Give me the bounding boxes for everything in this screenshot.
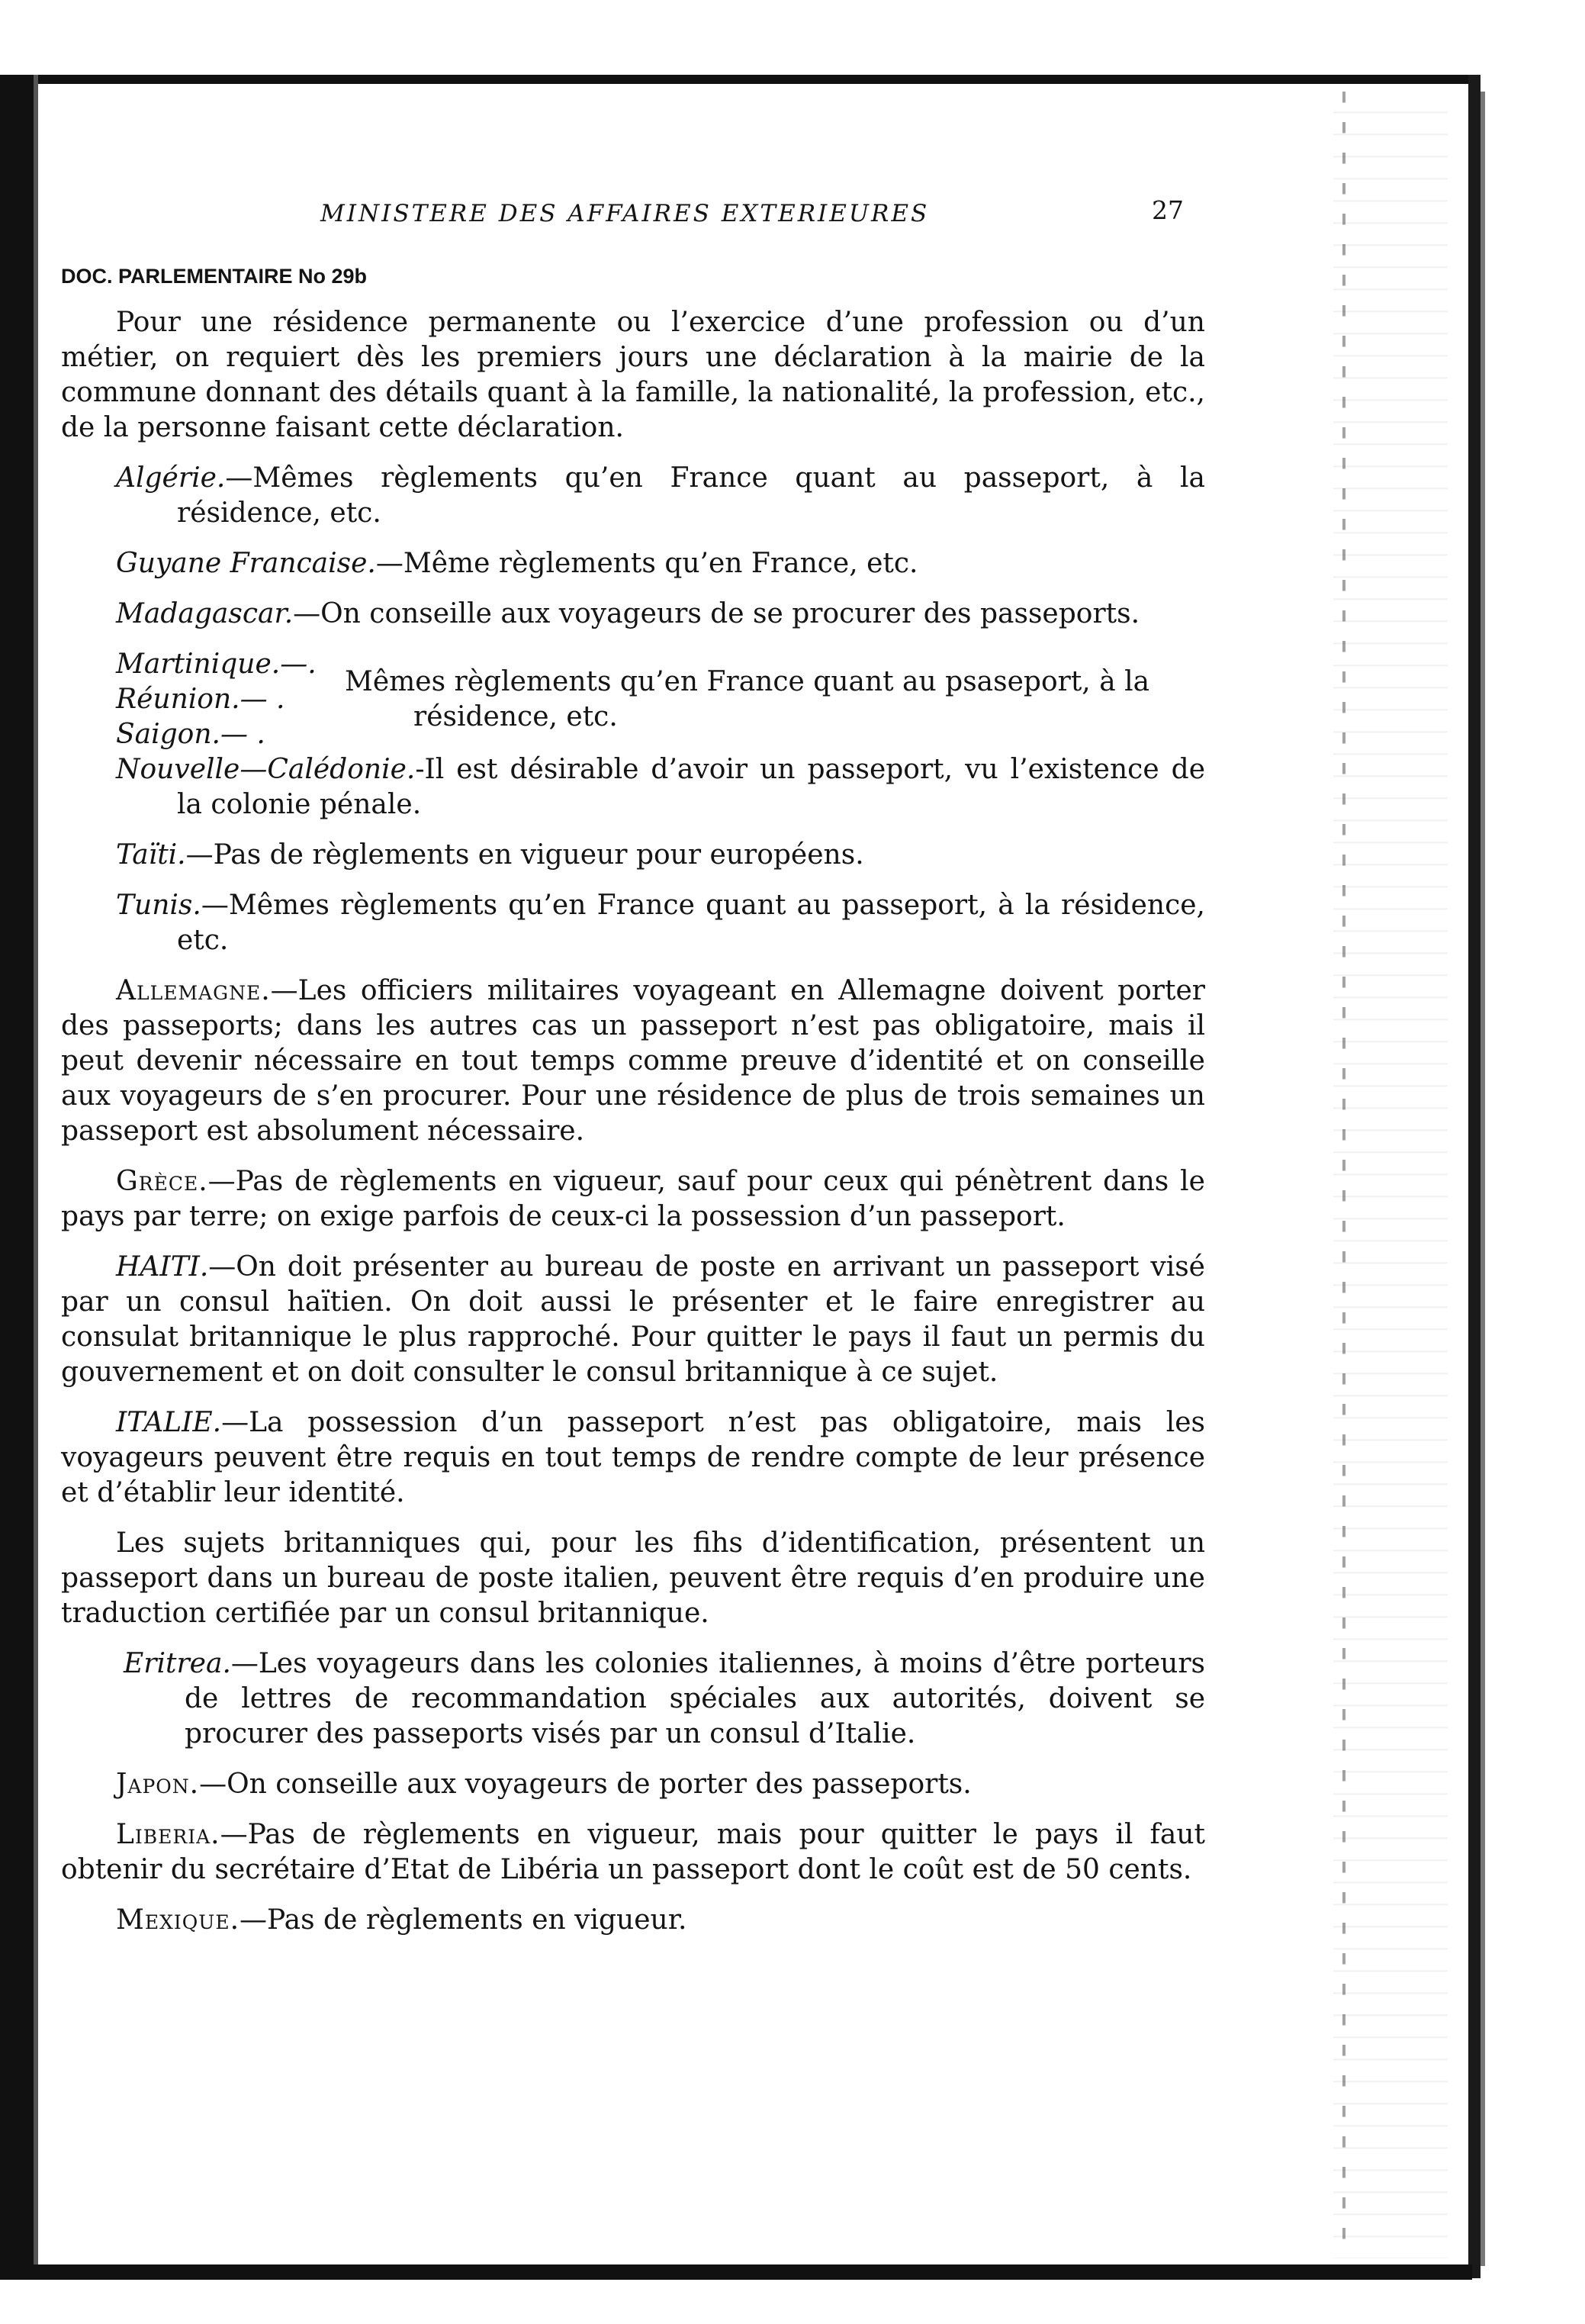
entry-algerie <box>61 461 1205 531</box>
group-name-martinique: Martinique.—. <box>116 649 317 680</box>
group-text <box>345 665 1199 735</box>
entry-text: —La possession d’un passeport n’est pas obligatoire, mais les voyageurs peuvent être requis en tout temps de rendre compte de leur présence et d’établir leur identité. <box>61 1407 1205 1508</box>
entry-name: Eritrea. <box>124 1648 231 1679</box>
entry-italie <box>61 1405 1205 1511</box>
group-name-reunion: Réunion.— . <box>116 684 285 715</box>
entry-liberia <box>61 1817 1205 1888</box>
entry-text: —On conseille aux voyageurs de se procurer des passeports. <box>293 598 1140 629</box>
group-names <box>116 647 345 752</box>
entry-name: Tunis. <box>116 890 201 921</box>
entry-name: Mexique. <box>116 1904 240 1936</box>
binding-gutter <box>1333 92 1448 2258</box>
entry-text: —Pas de règlements en vigueur, mais pour quitter le pays il faut obtenir du secrétaire d’Etat de Libéria un passeport dont le coût est de 50 cents. <box>61 1819 1205 1885</box>
document-reference: DOC. PARLEMENTAIRE No 29b <box>61 265 368 288</box>
entry-text: —Pas de règlements en vigueur pour européens. <box>185 839 864 871</box>
entry-text: —Pas de règlements en vigueur, sauf pour ceux qui pénètrent dans le pays par terre; on exige parfois de ceux-ci la possession d’un passeport. <box>61 1166 1205 1232</box>
group-name-saigon: Saigon.— . <box>116 719 265 750</box>
entry-name: Grèce. <box>116 1166 208 1197</box>
entry-text: —Les officiers militaires voyageant en Allemagne doivent porter des passeports; dans les autres cas un passeport n’est pas obligatoire, mais il peut devenir nécessaire en tout temps comme preuve d’identité et on conseille aux voyageurs de s’en procurer. Pour une résidence de plus de trois semaines un passeport est absolument nécessaire. <box>61 975 1205 1147</box>
paragraph-residence: Pour une résidence permanente ou l’exercice d’une profession ou d’un métier, on requiert dès les premiers jours une déclaration à la mairie de la commune donnant des détails quant à la famille, la nationalité, la profession, etc., de la personne faisant cette déclaration. <box>61 307 1205 443</box>
page-frame-left <box>0 75 34 2278</box>
entry-grece <box>61 1164 1205 1234</box>
entry-text: —Les voyageurs dans les colonies italiennes, à moins d’être porteurs de lettres de recommandation spéciales aux autorités, doivent se procurer des passeports visés par un consul d’Italie. <box>185 1648 1205 1749</box>
group-text-line-2: résidence, etc. <box>413 701 618 732</box>
group-text-line-1: Mêmes règlements qu’en France quant au psaseport, à la <box>345 666 1150 697</box>
page-frame-top <box>0 75 1472 84</box>
entry-name: Liberia. <box>116 1819 220 1850</box>
entry-japon <box>61 1767 1205 1802</box>
body-text <box>61 305 1205 1938</box>
entry-name: Nouvelle—Calédonie. <box>116 754 416 785</box>
running-header <box>61 191 1205 229</box>
entry-group-martinique-reunion-saigon <box>61 647 1205 752</box>
page-frame-bottom <box>0 2264 1472 2280</box>
entry-name: Guyane Francaise. <box>116 548 376 579</box>
entry-name: Algérie. <box>116 462 226 494</box>
entry-name: Madagascar. <box>116 598 294 629</box>
entry-guyane <box>61 546 1205 581</box>
entry-text: —Même règlements qu’en France, etc. <box>375 548 918 579</box>
running-title: MINISTERE DES AFFAIRES EXTERIEURES <box>320 200 930 227</box>
page-frame-left-edge <box>34 75 38 2278</box>
entry-mexique <box>61 1903 1205 1938</box>
paragraph-sujets-britanniques: Les sujets britanniques qui, pour les fihs d’identification, présentent un passeport dans un bureau de poste italien, peuvent être requis d’en produire une traduction certifiée par un consul britannique. <box>61 1527 1205 1629</box>
entry-eritrea <box>61 1646 1205 1752</box>
entry-text: —Mêmes règlements qu’en France quant au passeport, à la résidence, etc. <box>177 462 1205 529</box>
entry-text: -Il est désirable d’avoir un passeport, vu l’existence de la colonie pénale. <box>177 754 1205 820</box>
page-frame-right-shadow <box>1481 92 1485 2266</box>
page-number: 27 <box>1152 195 1184 225</box>
entry-name: ITALIE. <box>116 1407 222 1438</box>
entry-text: —Pas de règlements en vigueur. <box>240 1904 687 1936</box>
entry-name: Taïti. <box>116 839 186 871</box>
entry-haiti <box>61 1250 1205 1390</box>
page-frame-right <box>1468 75 1481 2278</box>
entry-name: HAITI. <box>116 1251 209 1283</box>
entry-tunis <box>61 888 1205 958</box>
entry-allemagne <box>61 974 1205 1149</box>
entry-text: —On doit présenter au bureau de poste en arrivant un passeport visé par un consul haïtien. On doit aussi le présenter et le faire enregistrer au consulat britannique le plus rapproché. Pour quitter le pays il faut un permis du gouvernement et on doit consulter le consul britannique à ce sujet. <box>61 1251 1205 1388</box>
entry-nouvelle-caledonie <box>61 752 1205 822</box>
entry-taiti <box>61 838 1205 873</box>
entry-text: —Mêmes règlements qu’en France quant au passeport, à la résidence, etc. <box>177 890 1205 956</box>
entry-name: Japon. <box>116 1769 200 1800</box>
entry-madagascar <box>61 597 1205 632</box>
entry-name: Allemagne. <box>116 975 271 1006</box>
entry-text: —On conseille aux voyageurs de porter des passeports. <box>199 1769 972 1800</box>
binding-gutter-line <box>1342 92 1345 2258</box>
